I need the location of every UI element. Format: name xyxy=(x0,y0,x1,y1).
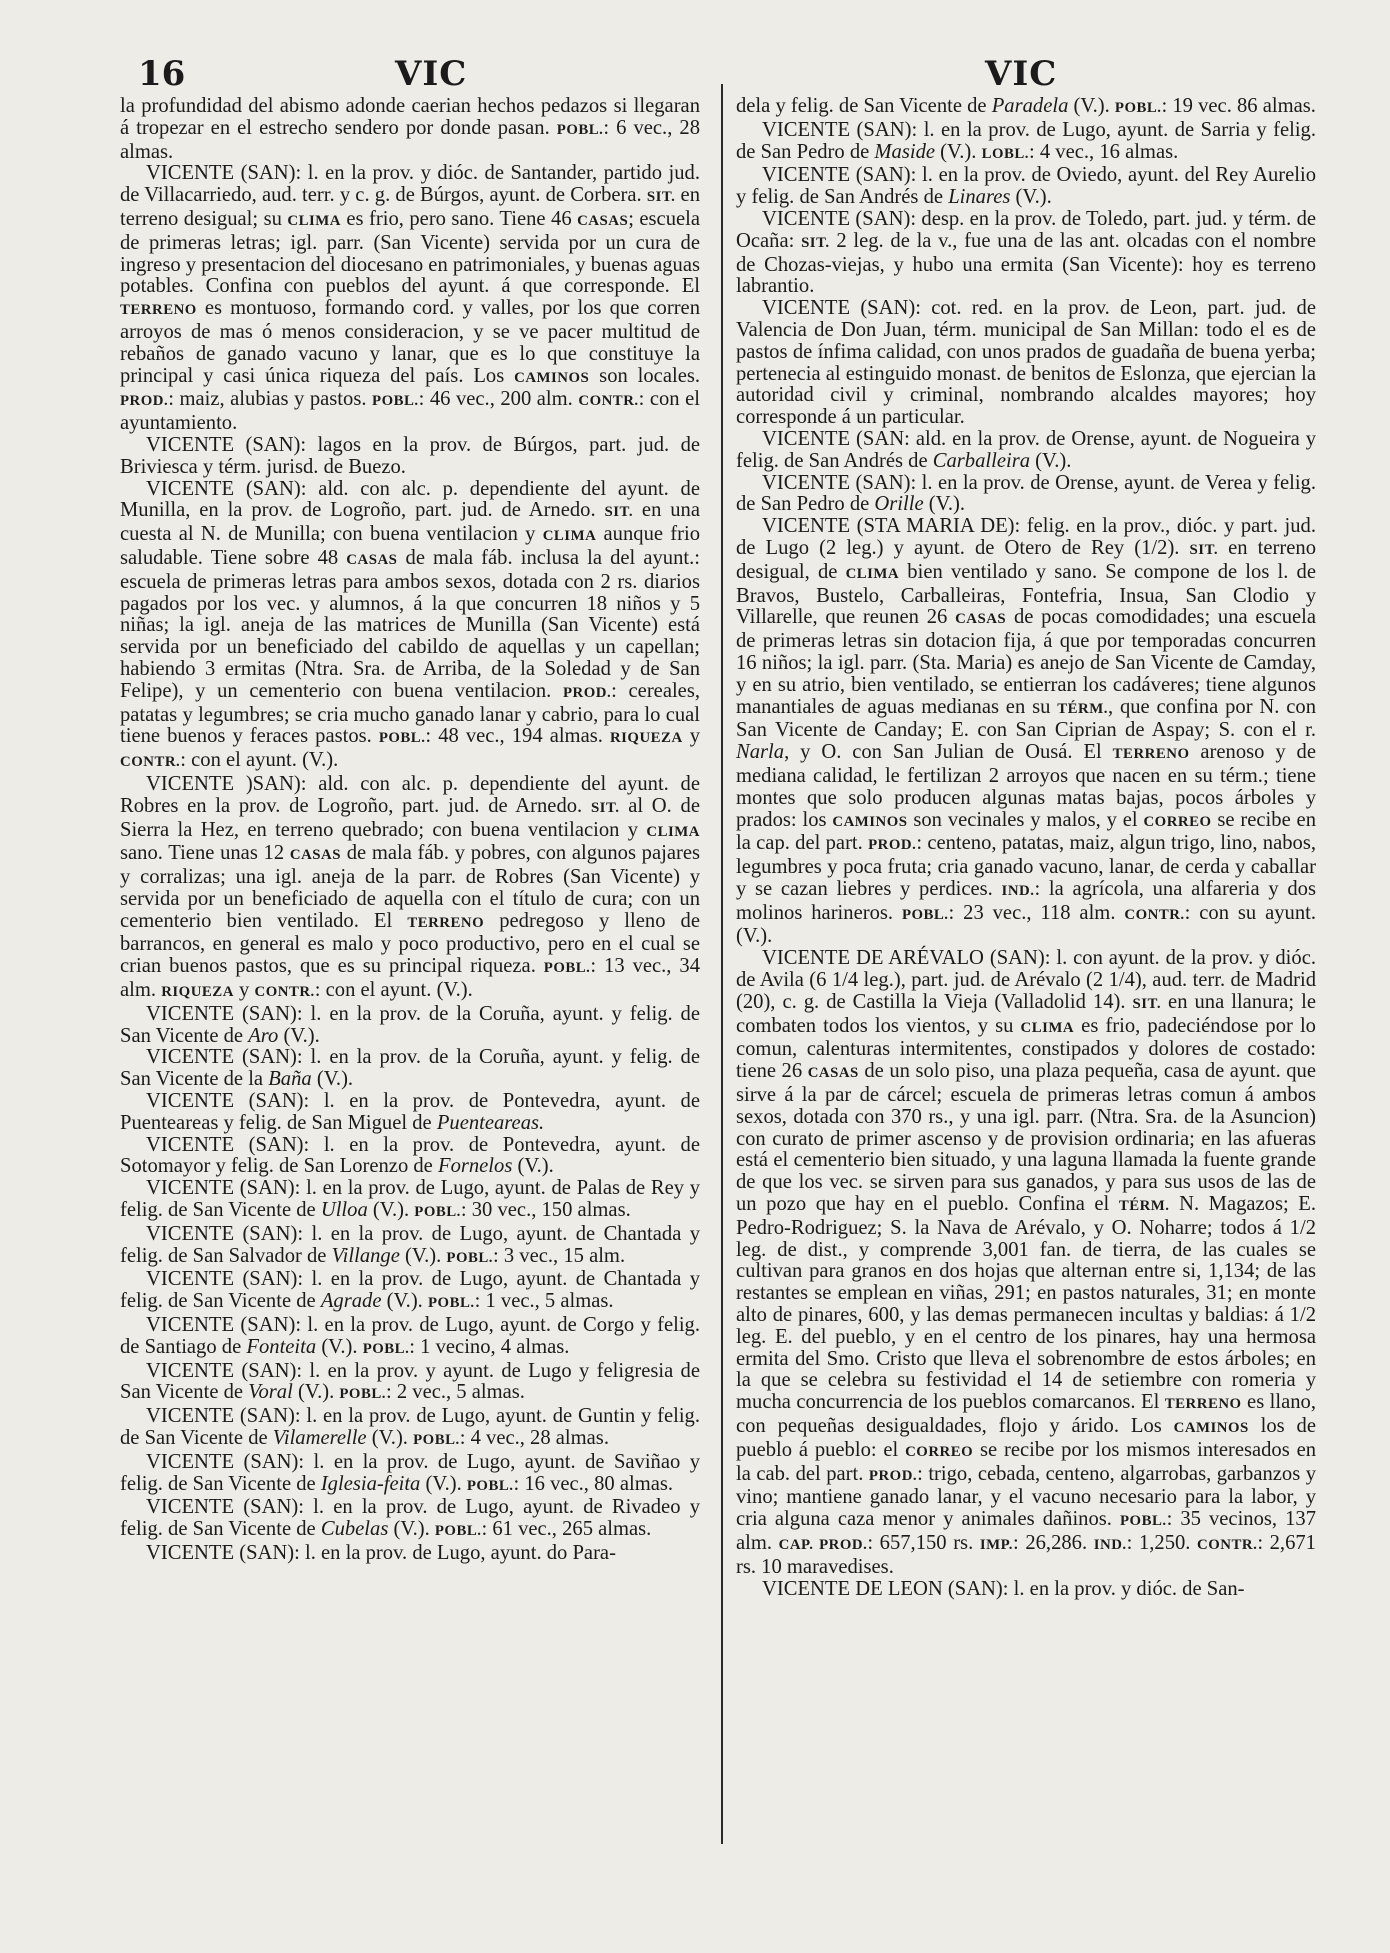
entry-text: (V.). xyxy=(1010,186,1052,209)
entry-text: : l. en la prov. de Lugo, ayunt. de Sarria y felig. de San Pedro de xyxy=(736,118,1316,163)
entry-text: : con el ayunt. (V.). xyxy=(180,749,339,772)
dictionary-entry xyxy=(120,163,700,435)
entry-headword: VICENTE (SAN) xyxy=(146,1046,297,1069)
field-label: CONTR. xyxy=(1124,906,1185,923)
entry-text: bien ventilado y sano. Se compone de los l. de Bravos, Bustelo, Carballeiras, Fontefria, Insua, San Clodio y Villarelle, que reunen 26 xyxy=(736,560,1316,629)
field-label: PROD. xyxy=(120,393,169,410)
entry-text: (V.). xyxy=(1068,95,1115,117)
dictionary-entry xyxy=(736,516,1316,948)
entry-headword: VICENTE (SAN) xyxy=(146,1090,304,1113)
field-label: TERRENO xyxy=(1112,746,1190,763)
entry-text: , que confina por N. con San Vicente de Canday; E. con San Ciprian de Aspay; S. con el r. xyxy=(736,695,1316,742)
entry-text: : 26,286. xyxy=(1013,1532,1094,1554)
field-label: CORREO xyxy=(1143,813,1212,830)
entry-text: : 48 vec., 194 almas. xyxy=(425,725,610,748)
entry-text: : 30 vec., 150 almas. xyxy=(460,1199,631,1222)
entry-headword: VICENTE (SAN) xyxy=(762,164,911,187)
field-label: CONTR. xyxy=(120,754,181,771)
entry-text: (V.). xyxy=(512,1155,554,1178)
field-label: CASAS xyxy=(807,1065,859,1082)
entry-text: : centeno, patatas, maiz, algun trigo, lino, nabos, legumbres y poca fruta; cria ganado vacuno, lanar, de cerda y caballar y se cazan liebres y perdices. xyxy=(736,832,1316,900)
entry-text: (V.). xyxy=(366,1427,414,1450)
entry-text: ; escuela de primeras letras; igl. parr. (San Vicente) servida por un cura de ingreso y presentacion del diocesano en patrimoniales, y buenas aguas potables. Confina con pueblos del ayunt. á que corresponde. El xyxy=(120,207,700,298)
entry-text: (V.). xyxy=(311,1068,354,1091)
dictionary-entry xyxy=(120,435,700,479)
field-label: POBL. xyxy=(1119,1513,1167,1530)
left-column xyxy=(120,96,700,1565)
field-label: POBL. xyxy=(1114,100,1162,116)
continued-entry-text xyxy=(736,96,1316,120)
entry-text: es frio, pero sano. Tiene 46 xyxy=(340,207,578,230)
entry-text: : ald. con alc. p. dependiente del ayunt. de Robres en la prov. de Logroño, part. jud. de Arnedo. xyxy=(120,772,700,817)
entry-text: : l. en la prov. de Lugo, ayunt. de Corgo y felig. de Santiago de xyxy=(120,1314,700,1358)
field-label: CAMINOS xyxy=(832,813,908,830)
entry-headword: VICENTE DE ARÉVALO (SAN) xyxy=(762,947,1045,970)
entry-headword: VICENTE (SAN) xyxy=(146,1450,299,1473)
field-label: CLIMA xyxy=(845,565,900,582)
field-label: CAP. PROD. xyxy=(778,1537,868,1553)
field-label: CORREO xyxy=(905,1443,974,1460)
entry-headword: VICENTE (SAN) xyxy=(762,207,911,230)
running-head-left: VIC xyxy=(395,54,468,94)
entry-text: : maiz, alubias y pastos. xyxy=(168,388,373,411)
entry-text: : l. en la prov. de Lugo, ayunt. do Para- xyxy=(294,1542,616,1564)
field-label: CASAS xyxy=(346,551,398,568)
entry-text: : lagos en la prov. de Búrgos, part. jud. de Briviesca y térm. jurisd. de Buezo. xyxy=(120,433,701,478)
field-label: PROD. xyxy=(868,837,917,854)
entry-headword: VICENTE DE LEON (SAN) xyxy=(762,1577,1003,1600)
field-label: POBL. xyxy=(339,1386,386,1403)
running-head-right: VIC xyxy=(985,54,1058,94)
entry-text: : cereales, patatas y legumbres; se cria mucho ganado lanar y cabrio, para lo cual tiene buenos y feraces pastos. xyxy=(120,679,700,748)
dictionary-entry xyxy=(120,1406,700,1452)
field-label: SIT. xyxy=(646,189,676,206)
dictionary-entry xyxy=(120,1361,700,1407)
entry-text: en una cuesta al N. de Munilla; con buena ventilacion y xyxy=(120,499,700,546)
dictionary-entry xyxy=(120,1004,700,1048)
entry-headword: VICENTE (SAN) xyxy=(146,1002,297,1025)
place-reference: Narla xyxy=(736,741,785,764)
entry-text: de un solo piso, una plaza pequeña, casa de ayunt. que sirve á la par de cárcel; escuela de primeras letras comun á ambos sexos, dotada con 370 rs., y una igl. parr. (Ntra. Sra. de la Asuncion) con curato de primer ascenso y de provision ordinaria; en las afueras está el cementerio bien situado, y una laguna llamada la fuente grande de que los vec. se sirven para sus ganados, y para sus usos de las de un pozo que hay en el pueblo. Confina el xyxy=(736,1060,1316,1216)
entry-text: : 1,250. xyxy=(1126,1532,1198,1554)
entry-text: se recibe por los mismos interesados en la cab. del part. xyxy=(736,1438,1316,1485)
entry-text: : 3 vec., 15 alm. xyxy=(492,1244,626,1267)
field-label: POBL. xyxy=(378,730,426,747)
place-reference: Agrade xyxy=(320,1290,382,1313)
entry-text: de mala fáb. y pobres, con algunos pajares y corralizas; una igl. aneja de la parr. de Robres (San Vicente) y servida por un beneficiado de aquella con el título de cura; con un cementerio bien ventilado. El xyxy=(120,842,700,932)
field-label: POBL. xyxy=(427,1295,475,1312)
entry-text: : 1 vec., 5 almas. xyxy=(474,1290,614,1313)
field-label: SIT. xyxy=(604,504,634,521)
dictionary-entry xyxy=(120,774,700,1004)
field-label: POBL. xyxy=(434,1523,482,1540)
entry-headword: VICENTE (SAN) xyxy=(146,1133,304,1156)
dictionary-entry xyxy=(120,1091,700,1135)
dictionary-entry xyxy=(120,1224,700,1270)
dictionary-entry xyxy=(120,1269,700,1315)
field-label: RIQUEZA xyxy=(161,984,234,1001)
field-label: SIT. xyxy=(801,234,830,251)
place-reference: Ulloa xyxy=(320,1199,368,1222)
dictionary-entry xyxy=(736,473,1316,517)
field-label: POBL. xyxy=(414,1204,461,1221)
entry-text: : 2 vec., 5 almas. xyxy=(385,1381,525,1404)
field-label: SIT. xyxy=(1189,541,1219,558)
field-label: POBL. xyxy=(466,1477,514,1494)
field-label: POBL. xyxy=(413,1432,460,1449)
entry-headword: VICENTE (SAN xyxy=(762,427,905,450)
entry-headword: VICENTE (SAN) xyxy=(146,477,301,500)
dictionary-entry xyxy=(120,1543,700,1565)
entry-headword: VICENTE (SAN) xyxy=(146,1268,298,1291)
entry-headword: VICENTE (SAN) xyxy=(146,1542,295,1564)
entry-text: (V.). xyxy=(278,1024,320,1047)
dictionary-entry xyxy=(120,1315,700,1361)
field-label: CAMINOS xyxy=(1173,1420,1249,1437)
dictionary-entry xyxy=(736,165,1316,209)
entry-text: : 46 vec., 200 alm. xyxy=(418,388,579,411)
entry-text: : l. en la prov. de Orense, ayunt. de Verea y felig. de San Pedro de xyxy=(736,471,1317,516)
entry-text: es llano, con pequeñas desigualdades, flojo y árido. Los xyxy=(736,1391,1316,1438)
field-label: CONTR. xyxy=(254,984,315,1001)
entry-text: sano. Tiene unas 12 xyxy=(120,842,290,865)
entry-text: : l. en la prov. de Lugo, ayunt. de Chantada y felig. de San Salvador de xyxy=(120,1222,701,1267)
field-label: CASAS xyxy=(289,847,341,864)
field-label: CASAS xyxy=(577,212,629,229)
entry-text: : 4 vec., 28 almas. xyxy=(459,1427,609,1450)
entry-text: es montuoso, formando cord. y valles, por los que corren arroyos de mas ó menos consideracion, y se ve pacer multitud de rebaños de ganado vacuno y lanar, que es lo que constituye la principal y casi única riqueza del país. Los xyxy=(120,297,700,387)
entry-text: : l. en la prov. de Lugo, ayunt. de Rivadeo y felig. de San Vicente de xyxy=(120,1496,700,1541)
field-label: IMP. xyxy=(979,1537,1013,1553)
entry-text: y xyxy=(233,979,255,1002)
entry-text: la profundidad del abismo adonde caerian hechos pedazos si llegaran á tropezar en el estrecho sendero por donde pasan. xyxy=(120,95,700,139)
entry-text: son locales. xyxy=(589,364,700,387)
entry-text: : l. en la prov. de Lugo, ayunt. de Palas de Rey y felig. de San Vicente de xyxy=(120,1177,700,1222)
field-label: IND. xyxy=(1001,882,1035,899)
entry-text: : 6 vec., 28 almas. xyxy=(120,116,700,163)
entry-text: (V.). xyxy=(923,493,965,516)
entry-text: aunque frio saludable. Tiene sobre 48 xyxy=(120,523,700,569)
dictionary-entry xyxy=(120,1452,700,1498)
place-reference: Fonteita xyxy=(246,1335,317,1358)
entry-text: : trigo, cebada, centeno, algarrobas, garbanzos y vino; mantiene ganado lanar, y el vacuno necesario para la labor, y cria alguna caza menor y animales dañinos. xyxy=(736,1462,1316,1531)
field-label: CASAS xyxy=(955,611,1007,628)
entry-text: : ald. con alc. p. dependiente del ayunt. de Munilla, en la prov. de Logroño, part. jud. de Arnedo. xyxy=(120,477,700,522)
entry-text: (V.). xyxy=(316,1335,363,1358)
entry-text: : 23 vec., 118 alm. xyxy=(948,901,1125,924)
entry-text: es frio, padeciéndose por lo comun, calenturas intermitentes, constipados y dolores de costado: tiene 26 xyxy=(736,1014,1316,1083)
entry-text: (V.). xyxy=(935,140,982,163)
entry-text: : l. con ayunt. de la prov. y dióc. de Avila (6 1/4 leg.), part. jud. de Arévalo (2 1/4), aud. terr. de Madrid (20), c. g. de Castilla la Vieja (Valladolid 14). xyxy=(736,947,1316,1013)
entry-headword: VICENTE (SAN) xyxy=(146,1496,299,1519)
dictionary-entry xyxy=(736,209,1316,298)
entry-text: : con el ayuntamiento. xyxy=(120,388,700,435)
place-reference: Puenteareas. xyxy=(436,1111,545,1134)
entry-text: : l. en la prov. de Pontevedra, ayunt. de Sotomayor y felig. de San Lorenzo de xyxy=(120,1133,700,1178)
entry-text: : la agrícola, una alfareria y dos molinos harineros. xyxy=(736,877,1316,924)
place-reference: Aro xyxy=(248,1024,279,1047)
entry-text: son vecinales y malos, y el xyxy=(907,808,1144,831)
place-reference: Maside xyxy=(874,140,936,163)
entry-text: , y O. con San Julian de Ousá. El xyxy=(784,741,1113,764)
entry-text: (V.). xyxy=(420,1472,467,1495)
entry-headword: VICENTE (SAN) xyxy=(146,1405,295,1428)
entry-text: : desp. en la prov. de Toledo, part. jud. y térm. de Ocaña: xyxy=(736,207,1317,252)
entry-text: : l. en la prov. de Lugo, ayunt. de Chantada y felig. de San Vicente de xyxy=(120,1268,701,1313)
field-label: TÉRM. xyxy=(1118,1198,1170,1215)
entry-text: de mala fáb. inclusa la del ayunt.: escuela de primeras letras para ambos sexos, dotada con 2 rs. diarios pagados por los vec. y alumnos, á la que concurren 18 niños y 5 niñas; la igl. aneja de las matrices de Munilla (San Vicente) está servida por un beneficiado del cabildo de aquellas y un capellan; habiendo 3 ermitas (Ntra. Sra. de Arriba, de la Soledad y de San Felipe), y un cementerio con buena ventilacion. xyxy=(120,546,700,702)
entry-headword: VICENTE (SAN) xyxy=(762,471,911,494)
place-reference: Orille xyxy=(874,493,924,516)
dictionary-entry xyxy=(736,120,1316,166)
entry-text: : con el ayunt. (V.). xyxy=(314,979,473,1002)
entry-text: : con su ayunt. (V.). xyxy=(736,901,1316,948)
entry-text: : l. en la prov. de la Coruña, ayunt. y felig. de San Vicente de la xyxy=(120,1046,700,1091)
entry-text: (V.). xyxy=(399,1244,447,1267)
field-label: POBL. xyxy=(372,393,419,410)
place-reference: Linares xyxy=(948,186,1011,209)
entry-text: en terreno desigual; su xyxy=(120,184,700,230)
dictionary-entry xyxy=(736,948,1316,1578)
entry-text: : l. en la prov. de la Coruña, ayunt. y felig. de San Vicente de xyxy=(120,1002,700,1047)
entry-text: : l. en la prov. de Pontevedra, ayunt. de Puenteareas y felig. de San Miguel de xyxy=(120,1090,700,1134)
dictionary-entry xyxy=(736,298,1316,429)
entry-text: (V.). xyxy=(388,1518,435,1541)
entry-text: arenoso y de mediana calidad, le fertilizan 2 arroyos que nacen en su térm.; tiene montes que solo producen algunas matas bajas, pocos árboles y prados: los xyxy=(736,741,1316,831)
entry-headword: VICENTE (SAN) xyxy=(146,162,296,185)
entry-headword: VICENTE (SAN) xyxy=(146,433,301,456)
place-reference: Baña xyxy=(268,1068,312,1091)
entry-text: los de pueblo á pueblo: el xyxy=(736,1415,1316,1461)
dictionary-entry xyxy=(120,1135,700,1179)
dictionary-entry xyxy=(736,429,1316,473)
field-label: IND. xyxy=(1093,1537,1127,1553)
entry-headword: VICENTE (SAN) xyxy=(146,1359,297,1382)
entry-text: : l. en la prov. de Oviedo, ayunt. del Rey Aurelio y felig. de San Andrés de xyxy=(736,164,1317,209)
dictionary-entry xyxy=(120,1178,700,1224)
entry-text: en una llanura; le combaten todos los vientos, y su xyxy=(736,990,1316,1037)
field-label: CLIMA xyxy=(287,212,341,229)
field-label: SIT. xyxy=(1132,995,1162,1012)
entry-text: : felig. en la prov., dióc. y part. jud. de Lugo (2 leg.) y ayunt. de Otero de Rey (1/2). xyxy=(736,515,1316,559)
field-label: CONTR. xyxy=(1197,1537,1258,1553)
entry-text: : 13 vec., 34 alm. xyxy=(120,955,700,1002)
field-label: RIQUEZA xyxy=(609,730,683,747)
entry-text: : 4 vec., 16 almas. xyxy=(1028,140,1179,163)
entry-text: : l. en la prov. de Lugo, ayunt. de Saviñao y felig. de San Vicente de xyxy=(120,1450,700,1495)
right-column xyxy=(736,96,1316,1600)
place-reference: Voral xyxy=(248,1381,293,1404)
entry-headword: VICENTE )SAN) xyxy=(146,772,301,795)
field-label: POBL. xyxy=(446,1249,493,1266)
entry-text: : l. en la prov. y ayunt. de Lugo y feligresia de San Vicente de xyxy=(120,1359,700,1404)
entry-text: : l. en la prov. de Lugo, ayunt. de Guntin y felig. de San Vicente de xyxy=(120,1405,700,1450)
entry-text: : 657,150 rs. xyxy=(867,1532,980,1554)
page-number: 16 xyxy=(138,54,186,94)
entry-text: se recibe en la cap. del part. xyxy=(736,808,1316,855)
place-reference: Villange xyxy=(331,1244,400,1267)
entry-text: : ald. en la prov. de Orense, ayunt. de Nogueira y felig. de San Andrés de xyxy=(736,427,1317,472)
entry-text: : l. en la prov. y dióc. de San- xyxy=(1002,1577,1245,1600)
entry-text: : cot. red. en la prov. de Leon, part. jud. de Valencia de Don Juan, térm. municipal de San Millan: todo el es de pastos de ínfima calidad, con unos prados de guadaña de buena yerba; pertenecia al estinguido monast. de benitos de Eslonza, que ejercian la autoridad civil y criminal, nombrando alcaldes mayores; hoy corresponde á un particular. xyxy=(736,297,1316,429)
dictionary-entry xyxy=(120,1047,700,1091)
place-reference: Cubelas xyxy=(320,1518,389,1541)
dictionary-entry xyxy=(736,1579,1316,1601)
field-label: PROD. xyxy=(868,1467,918,1484)
entry-text: : 2,671 rs. 10 maravedises. xyxy=(736,1532,1316,1578)
entry-headword: VICENTE (SAN) xyxy=(146,1222,298,1245)
field-label: POBL. xyxy=(362,1340,410,1357)
entry-headword: VICENTE (SAN) xyxy=(146,1177,295,1200)
field-label: SIT. xyxy=(590,799,620,816)
place-reference: Fornelos xyxy=(437,1155,513,1178)
entry-text: dela y felig. de San Vicente de xyxy=(736,95,992,117)
field-label: TERRENO xyxy=(407,914,485,931)
entry-text: : l. en la prov. y dióc. de Santander, partido jud. de Villacarriedo, aud. terr. y c. g. de Búrgos, ayunt. de Corbera. xyxy=(120,162,700,207)
column-rule xyxy=(721,84,723,1844)
place-reference: Paradela xyxy=(991,95,1069,117)
entry-headword: VICENTE (STA MARIA DE) xyxy=(762,515,1015,538)
entry-text: N. Magazos; E. Pedro-Rodriguez; S. la Nava de Arévalo, y O. Noharre; todos á 1/2 leg. de dist., y comprende 3,001 fan. de tierra, de las cuales se cultivan para granos en dos hojas que alternan entre si, 1,134; de las restantes se emplean en viñas, 291; en pastos naturales, 31; en monte alto de pinares, 600, y las demas permanecen incultas y baldias: á 1/2 leg. E. del pueblo, y en el centro de los pinares, hay una hermosa ermita del Smo. Cristo que lleva el sobrenombre de estos árboles; en la que se celebra su festividad el 14 de setiembre con romeria y mucha concurrencia de los pueblos comarcanos. El xyxy=(736,1193,1316,1414)
field-label: TERRENO xyxy=(1164,1396,1242,1413)
field-label: POBL. xyxy=(556,121,604,138)
entry-headword: VICENTE (SAN) xyxy=(762,118,912,141)
entry-text: de pocas comodidades; una escuela de primeras letras sin dotacion fija, á que por temporadas concurren 16 niños; la igl. parr. (Sta. Maria) es anejo de San Vicente de Camday, y en su atrio, bien ventilado, se entierran los cadáveres; tiene algunos manantiales de aguas medianas en su xyxy=(736,606,1317,718)
field-label: TERRENO xyxy=(120,302,197,319)
dictionary-entry xyxy=(120,1497,700,1543)
entry-text: en terreno desigual, de xyxy=(736,536,1316,583)
entry-text: (V.). xyxy=(381,1290,428,1313)
place-reference: Iglesia-feita xyxy=(320,1472,421,1495)
entry-text: : 16 vec., 80 almas. xyxy=(513,1472,674,1495)
continued-entry-text xyxy=(120,96,700,163)
entry-text: al O. de Sierra la Hez, en terreno quebrado; con buena ventilacion y xyxy=(120,794,700,841)
place-reference: Carballeira xyxy=(932,449,1031,472)
field-label: POBL. xyxy=(543,960,591,977)
entry-text: : 35 vecinos, 137 alm. xyxy=(736,1508,1316,1554)
field-label: CLIMA xyxy=(1020,1019,1075,1036)
entry-text: (V.). xyxy=(1030,449,1072,472)
entry-text: y xyxy=(682,725,701,748)
field-label: CAMINOS xyxy=(514,369,590,386)
place-reference: Vilamerelle xyxy=(272,1427,367,1450)
entry-text: pedregoso y lleno de barrancos, en general es malo y poco productivo, pero en el cual se crian buenos pastos, que es su principal riqueza. xyxy=(120,909,700,978)
entry-text: : 1 vecino, 4 almas. xyxy=(409,1335,570,1358)
field-label: LOBL. xyxy=(981,145,1029,162)
field-label: CLIMA xyxy=(542,528,597,545)
dictionary-entry xyxy=(120,479,700,774)
entry-headword: VICENTE (SAN) xyxy=(762,297,916,320)
entry-text: : 19 vec. 86 almas. xyxy=(1161,95,1316,117)
field-label: TÉRM. xyxy=(1057,700,1108,717)
entry-text: 2 leg. de la v., fue una de las ant. olcadas con el nombre de Chozas-viejas, y hubo una ermita (San Vicente): hoy es terreno labrantio. xyxy=(736,229,1316,298)
field-label: CONTR. xyxy=(578,393,639,410)
field-label: CLIMA xyxy=(646,823,700,840)
entry-text: (V.). xyxy=(292,1381,340,1404)
entry-text: : 61 vec., 265 almas. xyxy=(481,1518,652,1541)
field-label: POBL. xyxy=(901,906,949,923)
entry-text: (V.). xyxy=(367,1199,415,1222)
field-label: PROD. xyxy=(562,684,612,701)
entry-headword: VICENTE (SAN) xyxy=(146,1314,296,1337)
